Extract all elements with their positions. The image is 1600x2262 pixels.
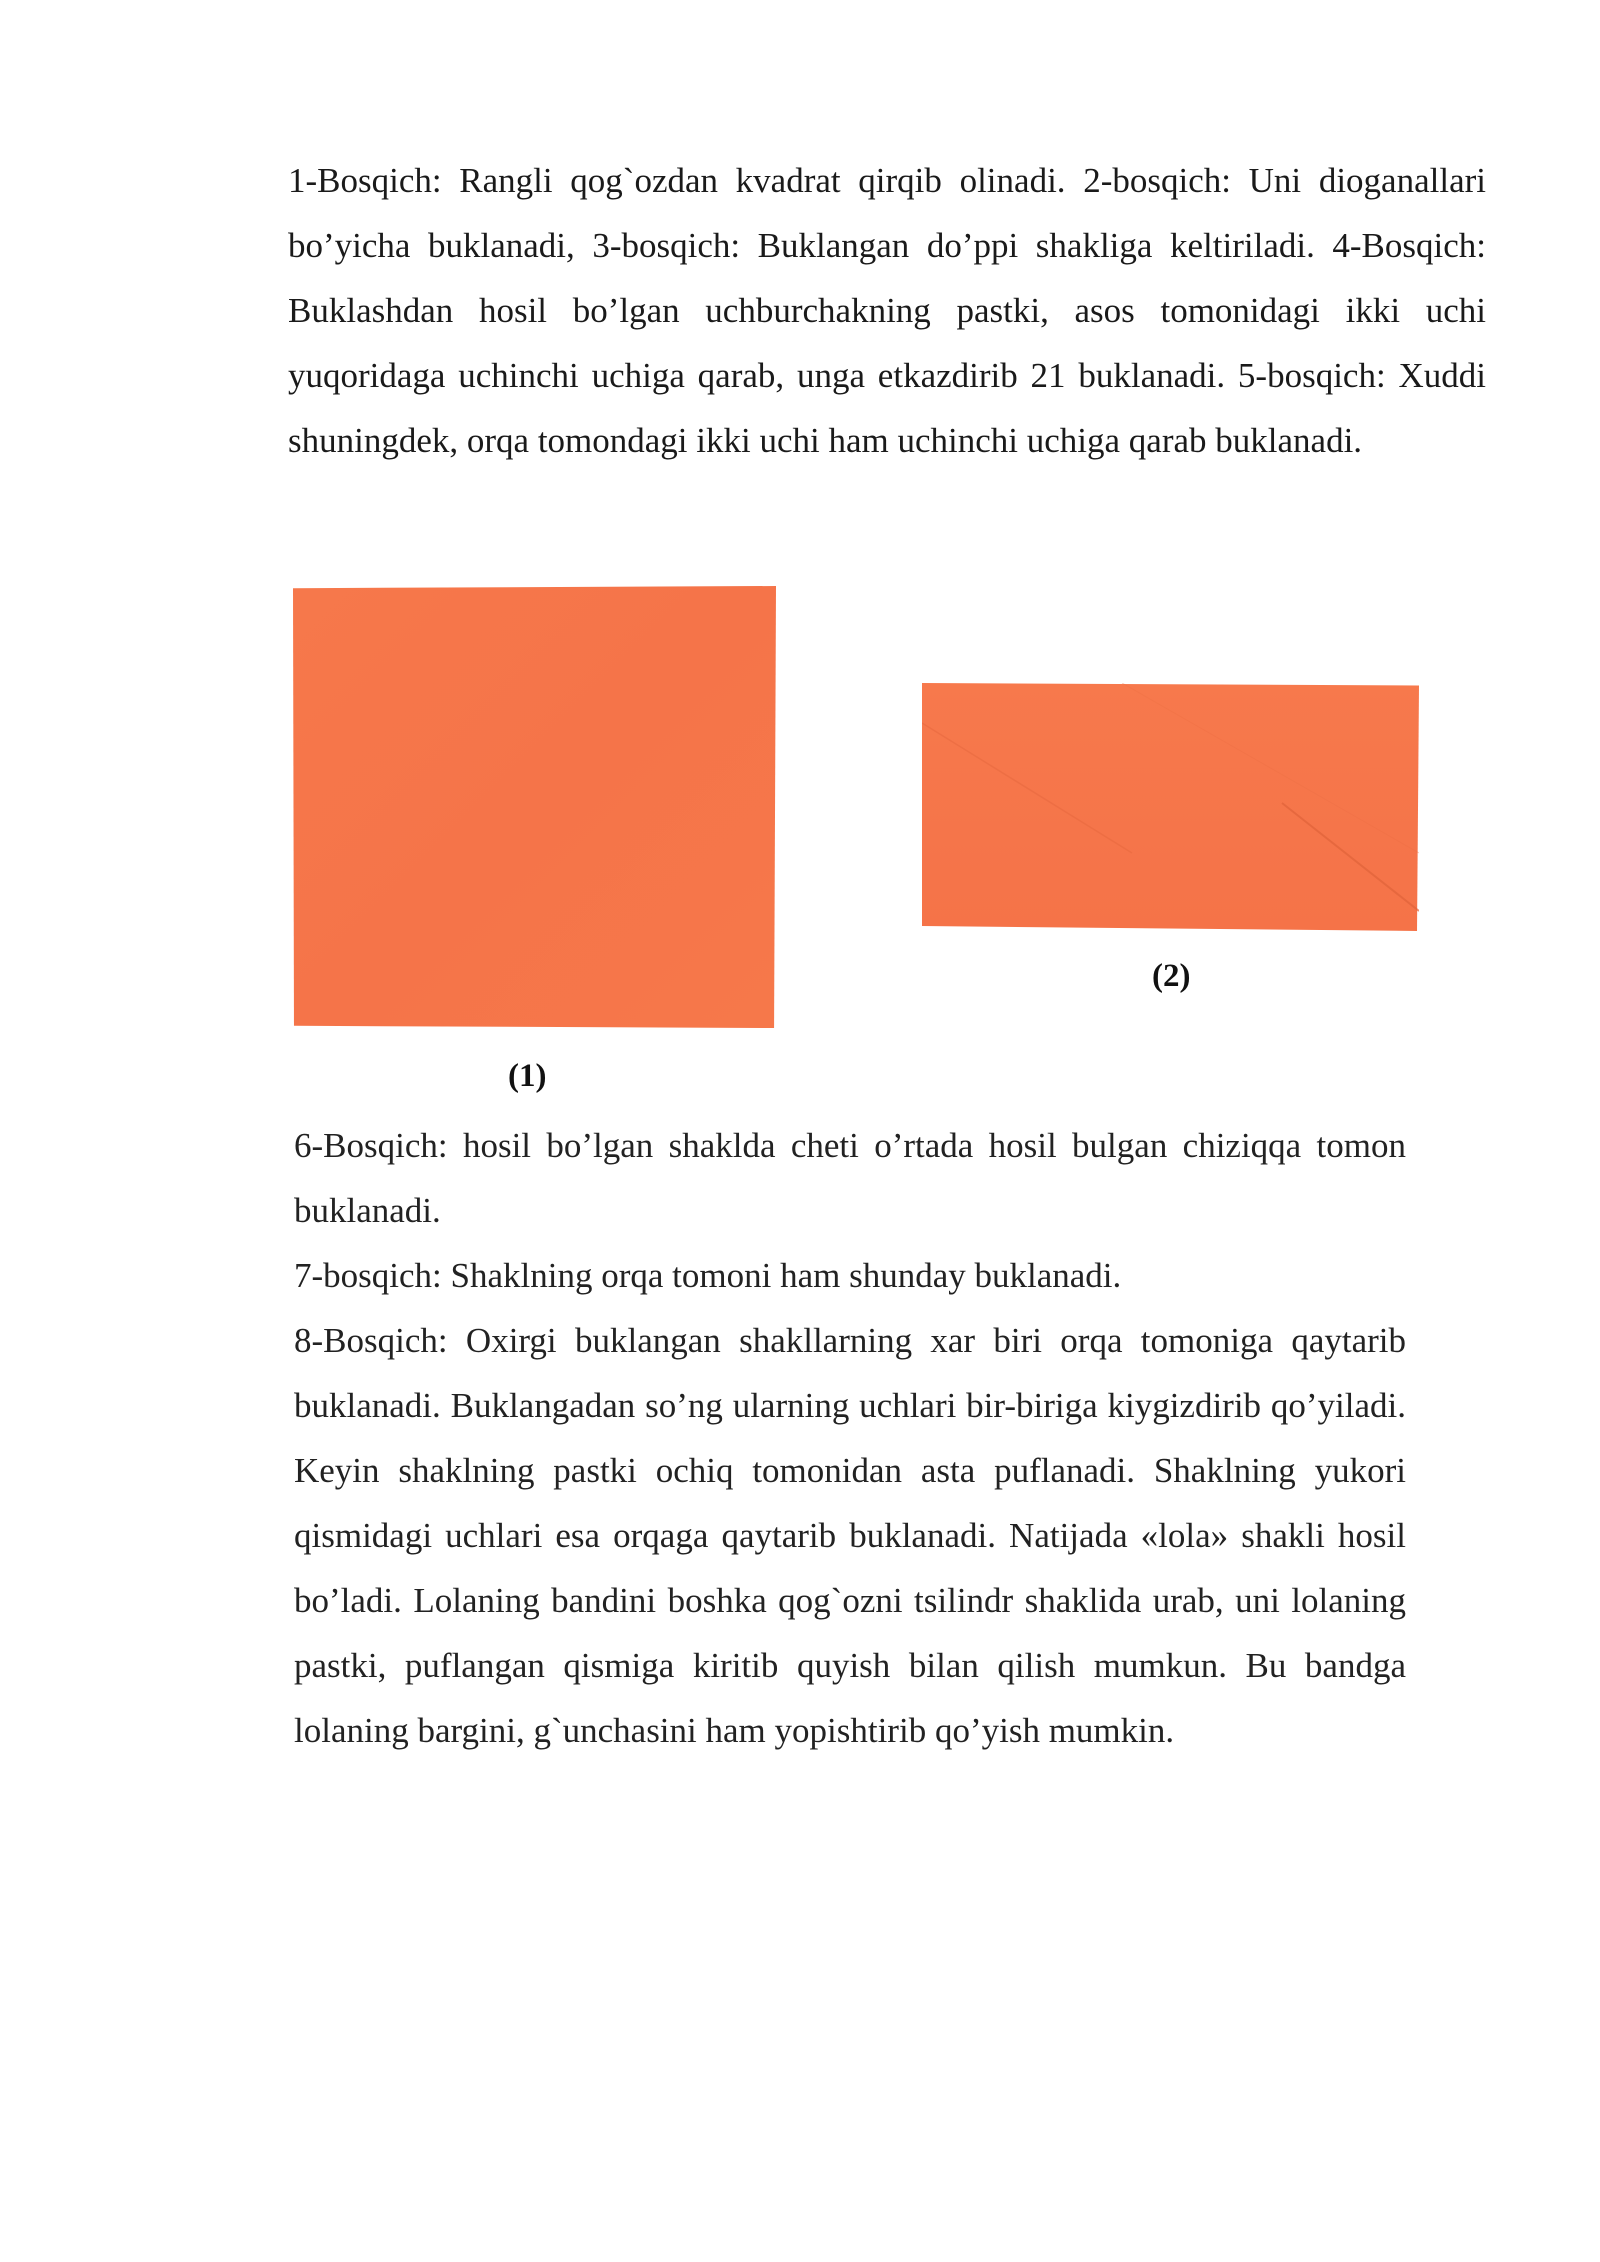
figure-1-caption: (1) (508, 1058, 547, 1094)
orange-square-paper-image (293, 586, 776, 1028)
fold-lines-image (922, 683, 1419, 931)
step-7-paragraph: 7-bosqich: Shaklning orqa tomoni ham shunday buklanadi. (294, 1256, 1122, 1295)
step-6-paragraph: 6-Bosqich: hosil bo’lgan shaklda cheti o’rtada hosil bulgan chiziqqa tomon buklanadi. (294, 1126, 1406, 1230)
figure-2-caption: (2) (1152, 958, 1191, 994)
intro-paragraph: 1-Bosqich: Rangli qog`ozdan kvadrat qirqib olinadi. 2-bosqich: Uni dioganallari bo’yicha buklanadi, 3-bosqich: Buklangan do’ppi shakliga keltiriladi. 4-Bosqich: Buklashdan hosil bo’lgan uchburchakning pastki, asos tomonidagi ikki uchi yuqoridaga uchinchi uchiga qarab, unga etkazdirib 21 buklanadi. 5-bosqich: Xuddi shuningdek, orqa tomondagi ikki uchi ham uchinchi uchiga qarab buklanadi. (288, 161, 1486, 460)
step-8-paragraph: 8-Bosqich: Oxirgi buklangan shakllarning xar biri orqa tomoniga qaytarib buklanadi. Buklangadan so’ng ularning uchlari bir-biriga kiygizdirib qo’yiladi. Keyin shaklning pastki ochiq tomonidan asta puflanadi. Shaklning yukori qismidagi uchlari esa orqaga qaytarib buklanadi. Natijada «lola» shakli hosil bo’ladi. Lolaning bandini boshka qog`ozni tsilindr shaklida urab, uni lolaning pastki, puflangan qismiga kiritib quyish bilan qilish mumkun. Bu bandga lolaning bargini, g`unchasini ham yopishtirib qo’yish mumkin. (294, 1321, 1406, 1750)
